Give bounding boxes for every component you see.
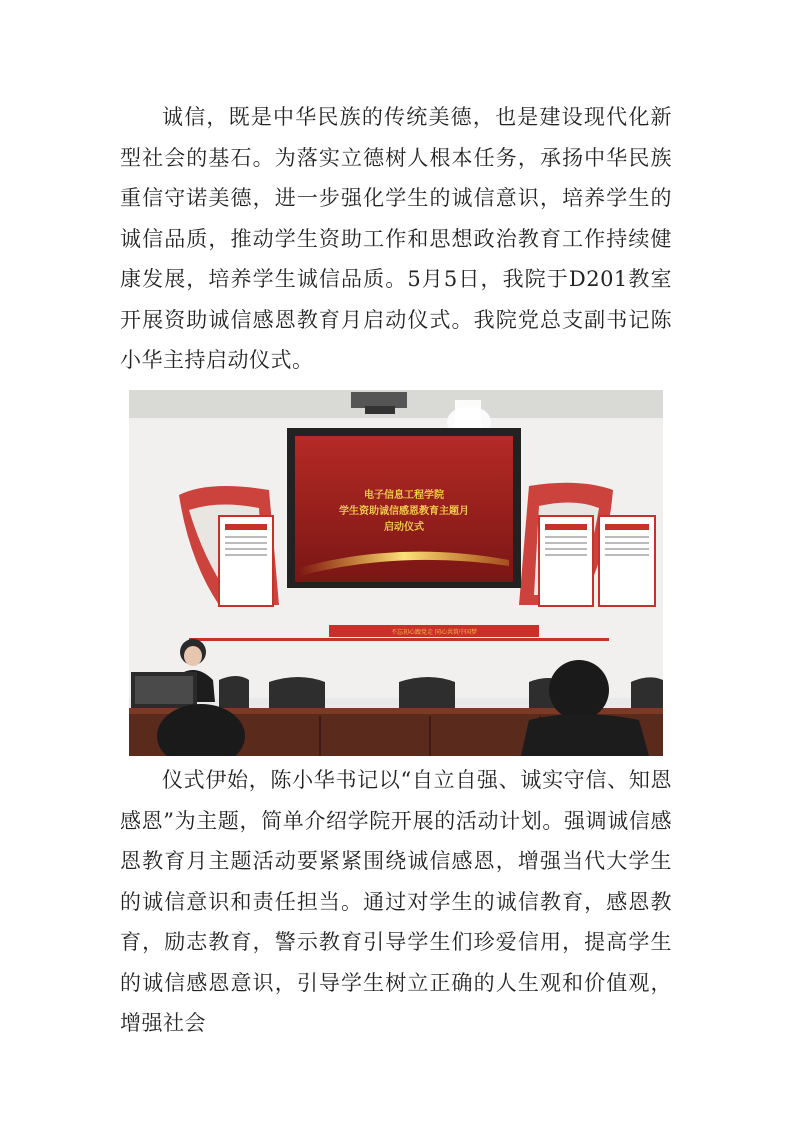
slide-line-2: 学生资助诚信感恩教育主题月 [339, 506, 469, 517]
audience-head-right [549, 660, 609, 720]
paragraph-intro: 诚信，既是中华民族的传统美德，也是建设现代化新型社会的基石。为落实立德树人根本任务，承扬中华民族重信守诺美德，进一步强化学生的诚信意识，培养学生的诚信品质，推动学生资助工作和思想政治教育工作持续健康发展，培养学生诚信品质。5月5日，我院于D201教室开展资助诚信感恩教育月启动仪式。我院党总支副书记陈小华主持启动仪式。 [120, 105, 672, 372]
slide-line-3: 启动仪式 [384, 522, 424, 533]
projector-icon [351, 392, 407, 408]
event-photo [129, 390, 663, 756]
paragraph-ceremony: 仪式伊始，陈小华书记以“自立自强、诚实守信、知恩感恩”为主题，简单介绍学院开展的活动计划。强调诚信感恩教育月主题活动要紧紧围绕诚信感恩，增强当代大学生的诚信意识和责任担当。通过对学生的诚信教育，感恩教育，励志教育，警示教育引导学生们珍爱信用，提高学生的诚信感恩意识，引导学生树立正确的人生观和价值观，增强社会 [120, 768, 672, 1035]
wall-banner-text: 不忘初心跟党走 同心共筑中国梦 [391, 629, 477, 636]
event-photo-illustration [129, 390, 663, 756]
slide-line-1: 电子信息工程学院 [364, 490, 444, 501]
